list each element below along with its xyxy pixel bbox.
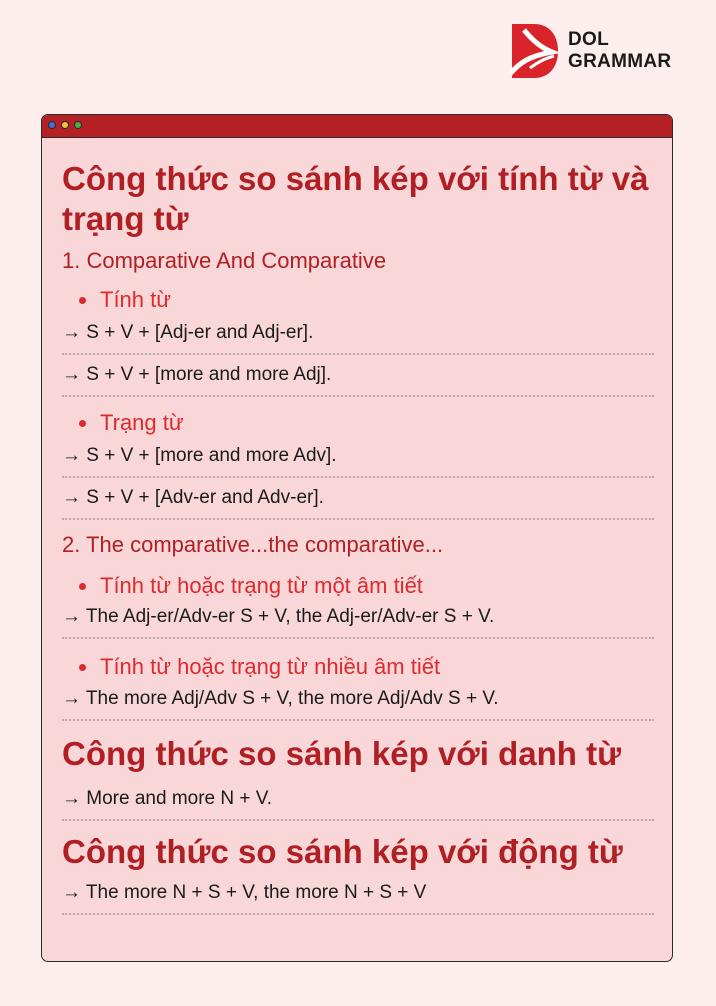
window-dot-blue-icon [48,121,56,129]
subheading-the-comparative: 2. The comparative...the comparative... [62,532,444,557]
formula-the-adj-er: → The Adj-er/Adv-er S + V, the Adj-er/Adv-er S + V. [62,605,654,639]
window-dot-green-icon [74,121,82,129]
bullet-many-syllables-label: Tính từ hoặc trạng từ nhiều âm tiết [100,654,441,679]
bullet-dot-icon [79,664,86,671]
formula-more-and-more-adv: → S + V + [more and more Adv]. [62,444,654,478]
formula-the-more-adj-adv: → The more Adj/Adv S + V, the more Adj/Adv S + V. [62,687,654,721]
logo-line-dol: DOL [568,29,610,50]
content-card [41,114,673,962]
section-title-adj-adv: Công thức so sánh kép với tính từ và trạng từ [62,160,649,237]
formula-adj-er-and-adj-er: → S + V + [Adj-er and Adj-er]. [62,321,654,355]
formula-adv-er-and-adv-er: → S + V + [Adv-er and Adv-er]. [62,486,654,520]
formula-more-and-more-adj: → S + V + [more and more Adj]. [62,363,654,397]
dol-grammar-logo [508,22,688,80]
section-title-noun: Công thức so sánh kép với danh từ [62,735,621,772]
bullet-dot-icon [79,297,86,304]
subheading-comparative-and-comparative: 1. Comparative And Comparative [62,248,387,273]
bullet-adjective-label: Tính từ [100,287,171,312]
bullet-dot-icon [79,420,86,427]
bullet-adverb [62,409,673,437]
dol-logo-icon [508,22,558,80]
bullet-one-syllable [62,572,673,600]
bullet-one-syllable-label: Tính từ hoặc trạng từ một âm tiết [100,573,423,598]
bullet-adverb-label: Trạng từ [100,410,184,435]
bullet-many-syllables [62,653,673,681]
formula-more-and-more-n: → More and more N + V. [62,787,654,821]
window-dot-yellow-icon [61,121,69,129]
logo-line-grammar: GRAMMAR [568,51,672,72]
section-title-verb: Công thức so sánh kép với động từ [62,833,623,870]
window-titlebar [42,115,672,138]
formula-the-more-n: → The more N + S + V, the more N + S + V [62,881,654,915]
bullet-dot-icon [79,583,86,590]
bullet-adjective [62,286,673,314]
